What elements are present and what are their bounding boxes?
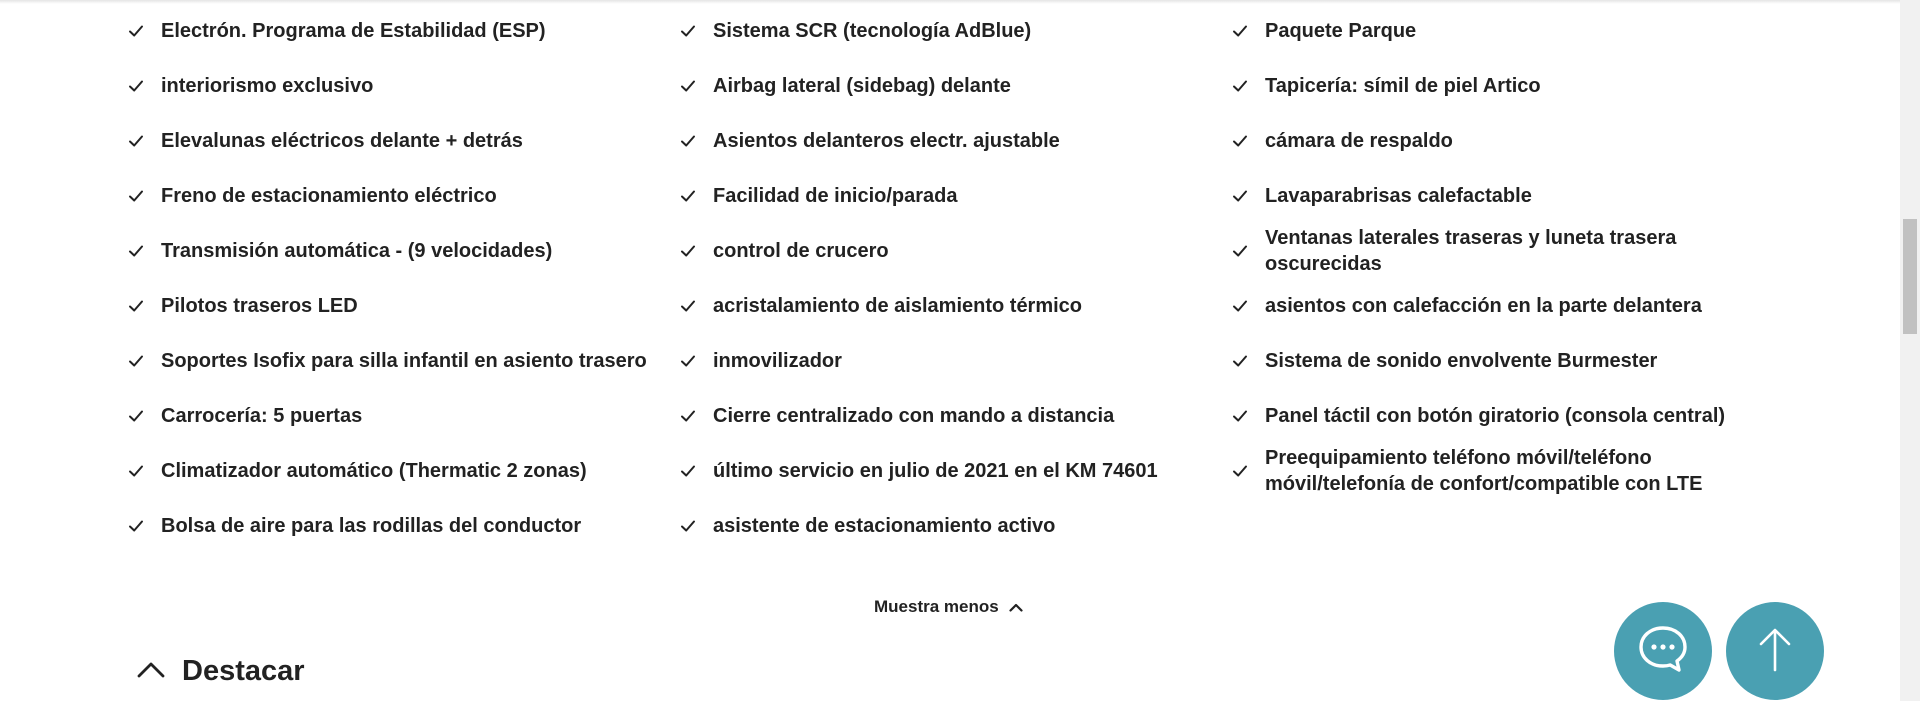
feature-item bbox=[1232, 348, 1728, 374]
feature-item bbox=[680, 183, 1232, 209]
check-icon bbox=[680, 463, 696, 479]
feature-item bbox=[1232, 403, 1728, 429]
feature-label: inmovilizador bbox=[713, 349, 842, 372]
feature-label: Tapicería: símil de piel Artico bbox=[1265, 74, 1541, 97]
check-icon bbox=[1232, 243, 1248, 259]
feature-item bbox=[128, 183, 680, 209]
check-icon bbox=[1232, 23, 1248, 39]
feature-label: Airbag lateral (sidebag) delante bbox=[713, 74, 1011, 97]
feature-label: último servicio en julio de 2021 en el KM 74601 bbox=[713, 459, 1158, 482]
check-icon bbox=[680, 23, 696, 39]
feature-label: asientos con calefacción en la parte delantera bbox=[1265, 294, 1702, 317]
scroll-to-top-button[interactable] bbox=[1726, 602, 1824, 700]
check-icon bbox=[128, 408, 144, 424]
feature-label: Transmisión automática - (9 velocidades) bbox=[161, 239, 553, 262]
feature-label: Paquete Parque bbox=[1265, 19, 1417, 42]
feature-row bbox=[128, 498, 1728, 553]
feature-item bbox=[1232, 183, 1728, 209]
check-icon bbox=[1232, 298, 1248, 314]
feature-row bbox=[128, 278, 1728, 333]
feature-item bbox=[1232, 128, 1728, 154]
feature-item bbox=[680, 403, 1232, 429]
check-icon bbox=[128, 78, 144, 94]
chat-icon bbox=[1637, 624, 1689, 679]
feature-label: acristalamiento de aislamiento térmico bbox=[713, 294, 1083, 317]
show-less-button[interactable] bbox=[874, 597, 1023, 617]
check-icon bbox=[1232, 133, 1248, 149]
scrollbar[interactable] bbox=[1900, 0, 1920, 701]
feature-row bbox=[128, 388, 1728, 443]
feature-item bbox=[1232, 225, 1728, 277]
feature-item bbox=[1232, 293, 1728, 319]
feature-label: Lavaparabrisas calefactable bbox=[1265, 184, 1532, 207]
show-less-label: Muestra menos bbox=[874, 597, 999, 616]
feature-item bbox=[680, 73, 1232, 99]
feature-row bbox=[128, 58, 1728, 113]
feature-row bbox=[128, 3, 1728, 58]
section-destacar-toggle[interactable] bbox=[137, 655, 305, 688]
feature-label: Electrón. Programa de Estabilidad (ESP) bbox=[161, 19, 546, 42]
feature-label: Facilidad de inicio/parada bbox=[713, 184, 958, 207]
arrow-up-icon bbox=[1755, 625, 1795, 678]
feature-item bbox=[128, 458, 680, 484]
chevron-up-icon bbox=[137, 661, 165, 683]
check-icon bbox=[680, 243, 696, 259]
check-icon bbox=[128, 298, 144, 314]
feature-row bbox=[128, 113, 1728, 168]
feature-label: cámara de respaldo bbox=[1265, 129, 1453, 152]
feature-item bbox=[1232, 73, 1728, 99]
feature-list bbox=[128, 3, 1728, 553]
check-icon bbox=[680, 408, 696, 424]
check-icon bbox=[680, 133, 696, 149]
check-icon bbox=[680, 518, 696, 534]
feature-label: Sistema SCR (tecnología AdBlue) bbox=[713, 19, 1032, 42]
feature-item bbox=[128, 238, 680, 264]
check-icon bbox=[680, 298, 696, 314]
feature-item bbox=[680, 238, 1232, 264]
feature-item bbox=[128, 293, 680, 319]
scrollbar-thumb[interactable] bbox=[1903, 219, 1917, 334]
feature-row bbox=[128, 223, 1728, 278]
feature-item bbox=[1232, 445, 1728, 497]
check-icon bbox=[680, 188, 696, 204]
check-icon bbox=[128, 23, 144, 39]
section-title: Destacar bbox=[182, 655, 305, 687]
feature-row bbox=[128, 333, 1728, 388]
feature-row bbox=[128, 168, 1728, 223]
feature-item bbox=[680, 513, 1232, 539]
check-icon bbox=[1232, 188, 1248, 204]
feature-item bbox=[680, 458, 1232, 484]
check-icon bbox=[680, 78, 696, 94]
feature-label: Asientos delanteros electr. ajustable bbox=[713, 129, 1060, 152]
feature-item bbox=[128, 348, 680, 374]
feature-item bbox=[128, 128, 680, 154]
feature-item bbox=[128, 513, 680, 539]
chat-button[interactable] bbox=[1614, 602, 1712, 700]
feature-label: Climatizador automático (Thermatic 2 zonas) bbox=[161, 459, 587, 482]
feature-label: control de crucero bbox=[713, 239, 889, 262]
check-icon bbox=[1232, 408, 1248, 424]
check-icon bbox=[1232, 353, 1248, 369]
check-icon bbox=[128, 518, 144, 534]
feature-label: Carrocería: 5 puertas bbox=[161, 404, 363, 427]
feature-item bbox=[680, 18, 1232, 44]
check-icon bbox=[128, 243, 144, 259]
feature-label: Elevalunas eléctricos delante + detrás bbox=[161, 129, 523, 152]
feature-item bbox=[1232, 18, 1728, 44]
feature-item bbox=[680, 128, 1232, 154]
check-icon bbox=[128, 353, 144, 369]
feature-label: Panel táctil con botón giratorio (consola central) bbox=[1265, 404, 1726, 427]
check-icon bbox=[680, 353, 696, 369]
feature-label: Sistema de sonido envolvente Burmester bbox=[1265, 349, 1658, 372]
feature-label: Preequipamiento teléfono móvil/teléfono móvil/telefonía de confort/compatible con LTE bbox=[1265, 446, 1703, 495]
feature-label: asistente de estacionamiento activo bbox=[713, 514, 1056, 537]
check-icon bbox=[1232, 463, 1248, 479]
feature-item bbox=[128, 403, 680, 429]
chevron-up-icon bbox=[1009, 597, 1023, 617]
check-icon bbox=[1232, 78, 1248, 94]
feature-label: Soportes Isofix para silla infantil en asiento trasero bbox=[161, 349, 647, 372]
feature-item bbox=[680, 348, 1232, 374]
feature-label: Cierre centralizado con mando a distancia bbox=[713, 404, 1115, 427]
feature-item bbox=[128, 73, 680, 99]
feature-item bbox=[128, 18, 680, 44]
feature-item bbox=[680, 293, 1232, 319]
check-icon bbox=[128, 188, 144, 204]
check-icon bbox=[128, 133, 144, 149]
feature-label: Freno de estacionamiento eléctrico bbox=[161, 184, 497, 207]
feature-label: Ventanas laterales traseras y luneta trasera oscurecidas bbox=[1265, 226, 1677, 275]
feature-label: Pilotos traseros LED bbox=[161, 294, 358, 317]
feature-label: Bolsa de aire para las rodillas del conductor bbox=[161, 514, 582, 537]
feature-row bbox=[128, 443, 1728, 498]
feature-label: interiorismo exclusivo bbox=[161, 74, 374, 97]
check-icon bbox=[128, 463, 144, 479]
